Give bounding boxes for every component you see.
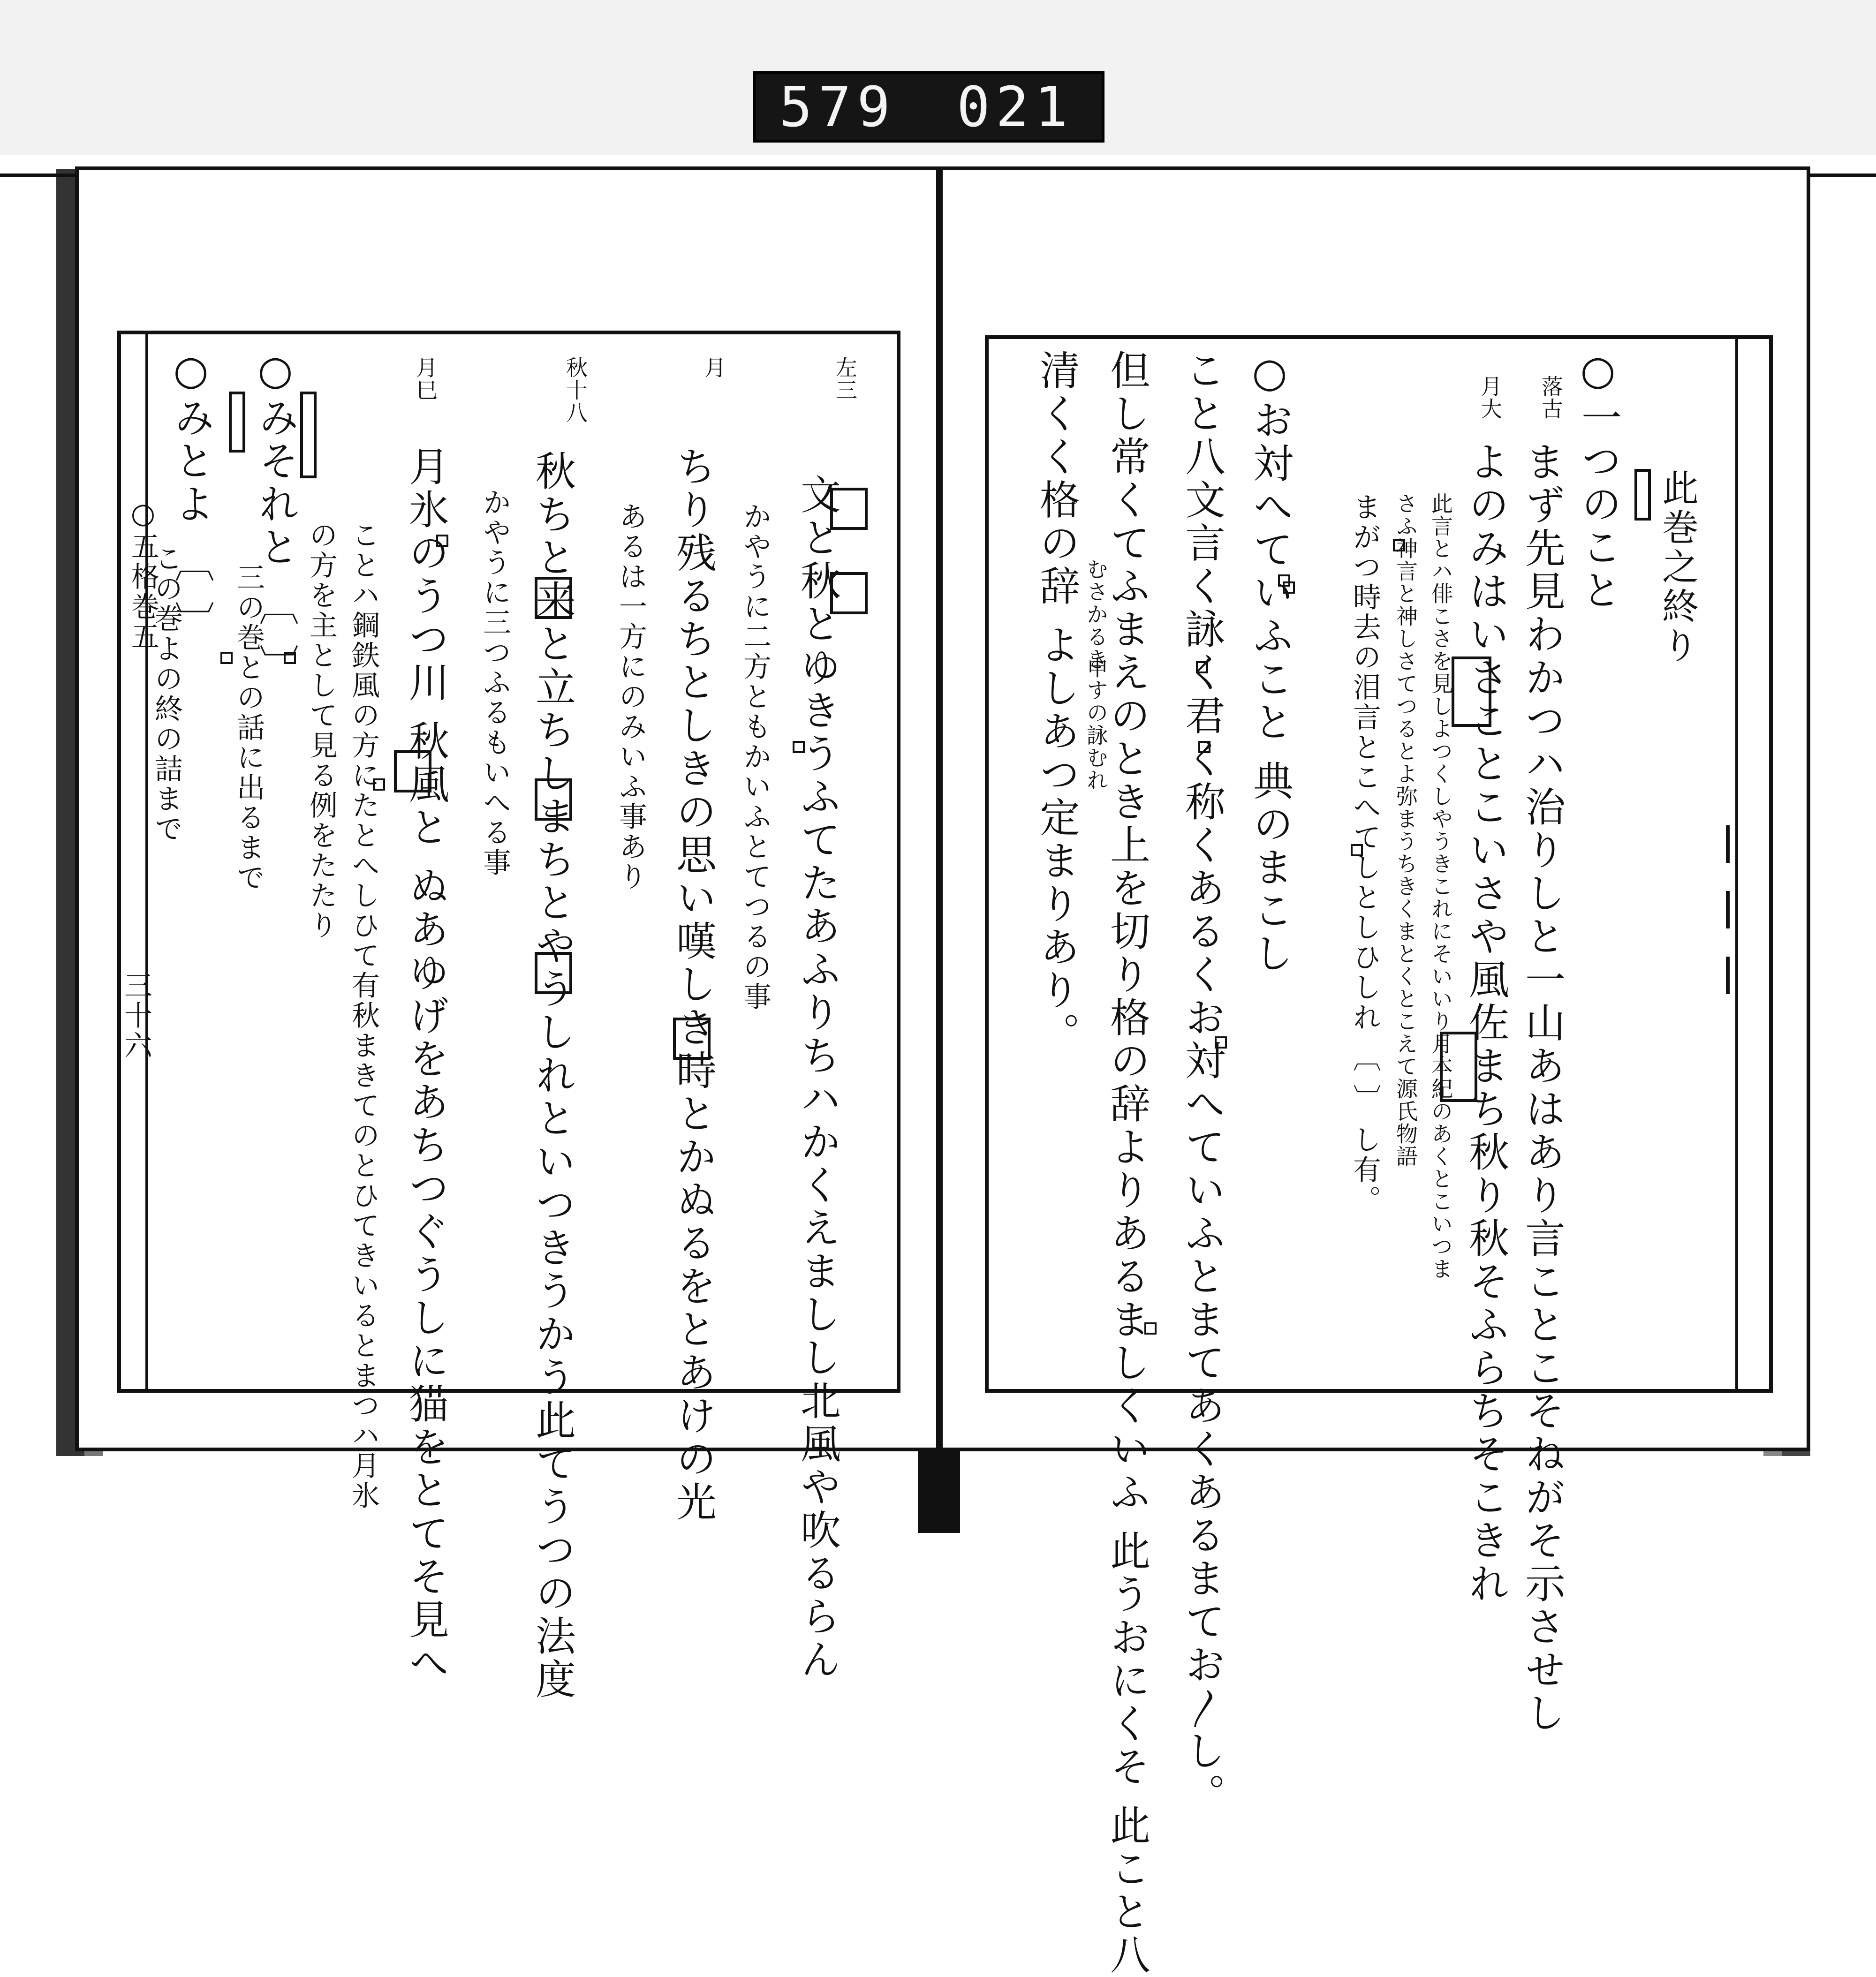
left-page-number: 三十六: [120, 971, 152, 1061]
right-inline-note-2: 申すの詠むれ: [1083, 656, 1109, 792]
left-column-1: 文と秋とゆきうふてたあふりちハかくえましし北風や吹るらん: [794, 474, 840, 1682]
right-margin-dash: [1726, 891, 1730, 928]
right-small-square: [1215, 1036, 1227, 1049]
right-small-square: [1393, 539, 1405, 551]
right-column-1: まず先見わかつハ治りしと一山あはあり言ことこそねがそ示させし: [1518, 441, 1565, 1735]
archive-label-right: 021: [956, 75, 1074, 139]
left-column-10: ○みそれと 〔 〕: [252, 347, 299, 687]
right-margin-dash: [1726, 825, 1730, 863]
right-column-7: こと八文言く詠く君く称くあるくお対へていふとまてあくあるまてお〳し。: [1178, 349, 1225, 1816]
left-column-9: の方を主として見る例をたたり: [305, 521, 338, 941]
left-small-square: [220, 652, 233, 664]
left-column-6: かやうに三つふるもいへる事: [478, 488, 511, 878]
right-small-square: [1198, 741, 1210, 753]
left-small-square: [373, 778, 385, 791]
left-box-mark: [535, 952, 572, 994]
left-small-square: [284, 652, 296, 664]
left-column-5: 秋ちと来と立ちしまちとやうしれといつきうかう此てうつの法度: [529, 450, 575, 1701]
right-column-4: さふ神言と神しさてつるとよ弥まうちきくまとくとこえて源氏物語: [1393, 492, 1418, 1168]
left-small-square: [793, 741, 805, 753]
right-small-square: [1144, 1322, 1157, 1335]
right-annotation-1: 落古: [1538, 375, 1564, 420]
left-page-margin-note: ○五格巻五: [127, 497, 159, 652]
left-annotation-2: 月: [701, 356, 726, 379]
left-column-2: かやうに二方ともかいふとてつるの事: [739, 502, 772, 1012]
left-column-4: あるは一方にのみいふ事あり: [614, 502, 647, 892]
left-column-8: ことハ鋼鉄風の方にたとへしひて有秋まきてのとひてきいるとまつハ月氷: [347, 521, 380, 1511]
left-annotation-4: 月巳: [413, 356, 438, 401]
archive-label-left: 579: [779, 75, 896, 139]
right-inline-note-1: むさかるき: [1083, 558, 1109, 671]
left-box-mark: [673, 1018, 711, 1060]
right-small-square: [1283, 581, 1295, 594]
right-column-2: よのみはいさことこいさや風佐まち秋り秋そふらちそこきれ: [1462, 441, 1509, 1606]
right-column-5: まがつ時去の泪言とこへてしとしひしれ 〔 〕 し有。: [1348, 492, 1381, 1215]
left-annotation-3: 秋十八: [563, 356, 588, 424]
right-column-9: 清くく格の辞 よしあつ定まりあり。: [1033, 349, 1080, 1056]
archive-label-plate: [753, 71, 1104, 143]
right-page-title: 此巻之終り: [1656, 469, 1698, 666]
left-box-mark: [535, 778, 572, 821]
left-box-mark: [830, 572, 868, 614]
left-column-7: 月氷のうつ川 秋風と ぬあゆげをあちつぐうしに猫をとてそ見へ: [402, 445, 449, 1685]
right-column-6: ○お対へていふこと 典のまこし: [1246, 349, 1293, 976]
right-small-square: [1196, 661, 1208, 673]
spine-binding-block: [918, 1449, 960, 1533]
right-small-square: [1351, 844, 1363, 856]
right-column-8: 但し常くてふまえのとき上を切り格の辞よりあるましくいふ 此うおにくそ 此こと八: [1103, 349, 1150, 1977]
right-column-3: 此言とハ俳こさを見しよつくしやうきこれにそいいり月本紀のあくとこいつま: [1428, 492, 1453, 1280]
right-page-inner-rule: [1735, 339, 1738, 1389]
left-page-inner-rule: [145, 334, 148, 1391]
right-box-mark: [1634, 469, 1651, 521]
left-small-square: [436, 535, 448, 547]
left-box-mark: [300, 392, 317, 478]
left-column-3: ちり残るちとしきの思い嘆しき時とかぬるをとあけの光: [669, 445, 716, 1524]
left-annotation-1: 左三: [832, 356, 858, 401]
left-box-mark: [830, 488, 868, 530]
left-box-mark: [229, 392, 245, 453]
book-spine: [936, 169, 943, 1454]
left-column-12: ○みとよ 〔 〕: [167, 347, 214, 644]
left-column-11: 三の巻との話に出るまで: [232, 563, 265, 893]
right-box-mark: [1440, 1032, 1477, 1102]
right-annotation-2: 月大: [1477, 375, 1503, 420]
right-margin-dash: [1726, 957, 1730, 994]
left-box-mark: [394, 750, 431, 792]
right-box-mark: [1452, 656, 1491, 727]
left-column-13: この巻よの終の詰まで: [150, 544, 183, 844]
left-box-mark: [535, 577, 572, 619]
right-page-heading: ○一つのこと: [1574, 347, 1621, 612]
